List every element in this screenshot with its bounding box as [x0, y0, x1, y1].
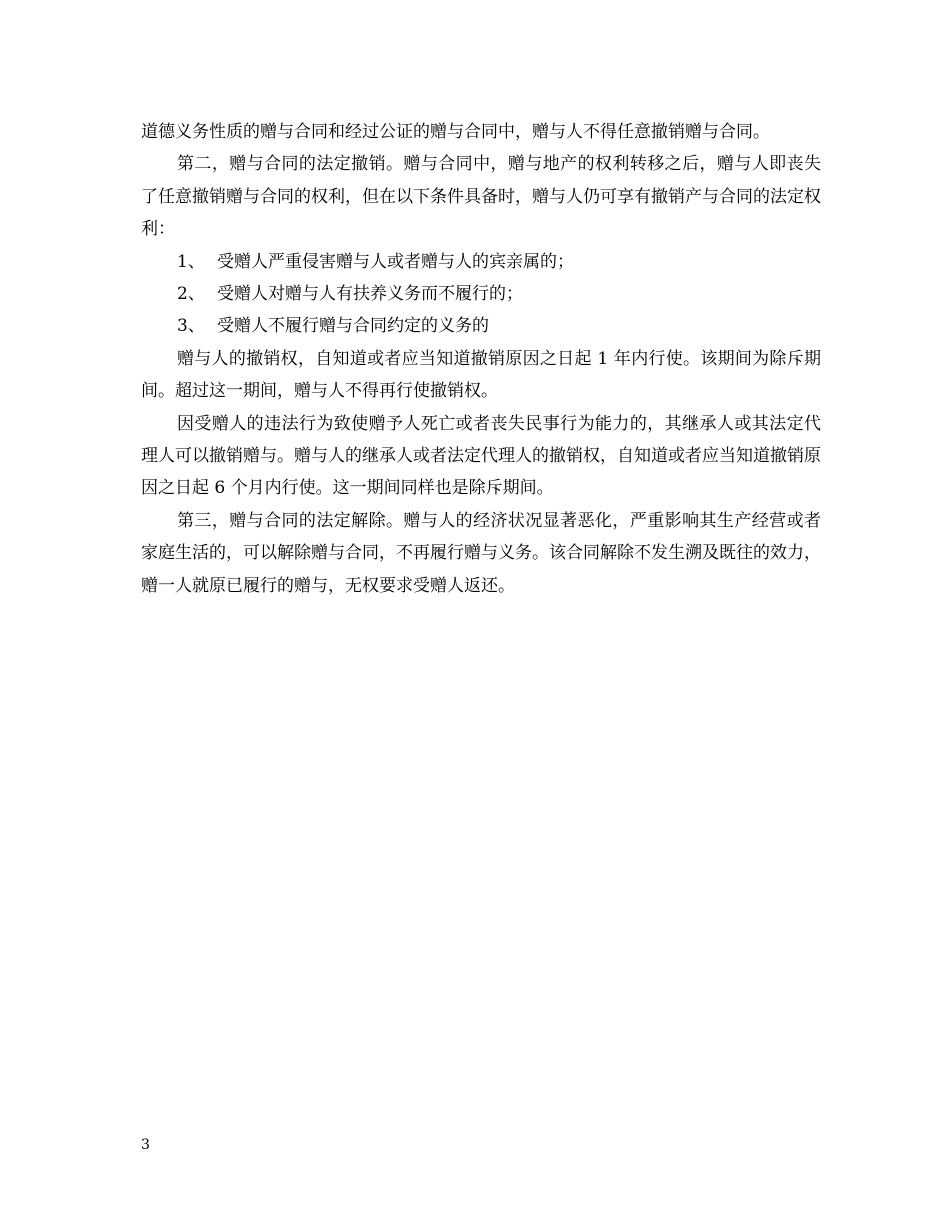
paragraph-legal-termination: 第三，赠与合同的法定解除。赠与人的经济状况显著恶化，严重影响其生产经营或者家庭生活的，可以解除赠与合同，不再履行赠与义务。该合同解除不发生溯及既往的效力，赠一人就原已履行的赠与，无权要求受赠人返还。	[141, 510, 821, 596]
paragraph-continuation: 道德义务性质的赠与合同和经过公证的赠与合同中，赠与人不得任意撤销赠与合同。	[141, 122, 770, 142]
list-item	[141, 278, 821, 310]
list-item	[141, 310, 821, 342]
list-item-number: 1、	[177, 251, 205, 272]
list-item-number: 3、	[177, 316, 205, 337]
paragraph-heir-revocation: 因受赠人的违法行为致使赠予人死亡或者丧失民事行为能力的，其继承人或其法定代理人可以撤销赠与。赠与人的继承人或者法定代理人的撤销权，自知道或者应当知道撤销原因之日起 6 个月内行使。这一期间同样也是除斥期间。	[141, 413, 821, 499]
list-item-text: 受赠人不履行赠与合同约定的义务的	[217, 316, 489, 337]
document-body	[141, 116, 821, 602]
list-item-text: 受赠人严重侵害赠与人或者赠与人的宾亲属的；	[217, 251, 574, 272]
list-item-number: 2、	[177, 284, 205, 305]
page-number: 3	[141, 1137, 150, 1153]
paragraph-legal-revocation: 第二，赠与合同的法定撤销。赠与合同中，赠与地产的权利转移之后，赠与人即丧失了任意撤销赠与合同的权利，但在以下条件具备时，赠与人仍可享有撤销产与合同的法定权利：	[141, 154, 821, 240]
list-item-text: 受赠人对赠与人有扶养义务而不履行的；	[217, 284, 523, 305]
list-item	[141, 246, 821, 278]
paragraph-revocation-period: 赠与人的撤销权，自知道或者应当知道撤销原因之日起 1 年内行使。该期间为除斥期间。超过这一期间，赠与人不得再行使撤销权。	[141, 348, 821, 402]
